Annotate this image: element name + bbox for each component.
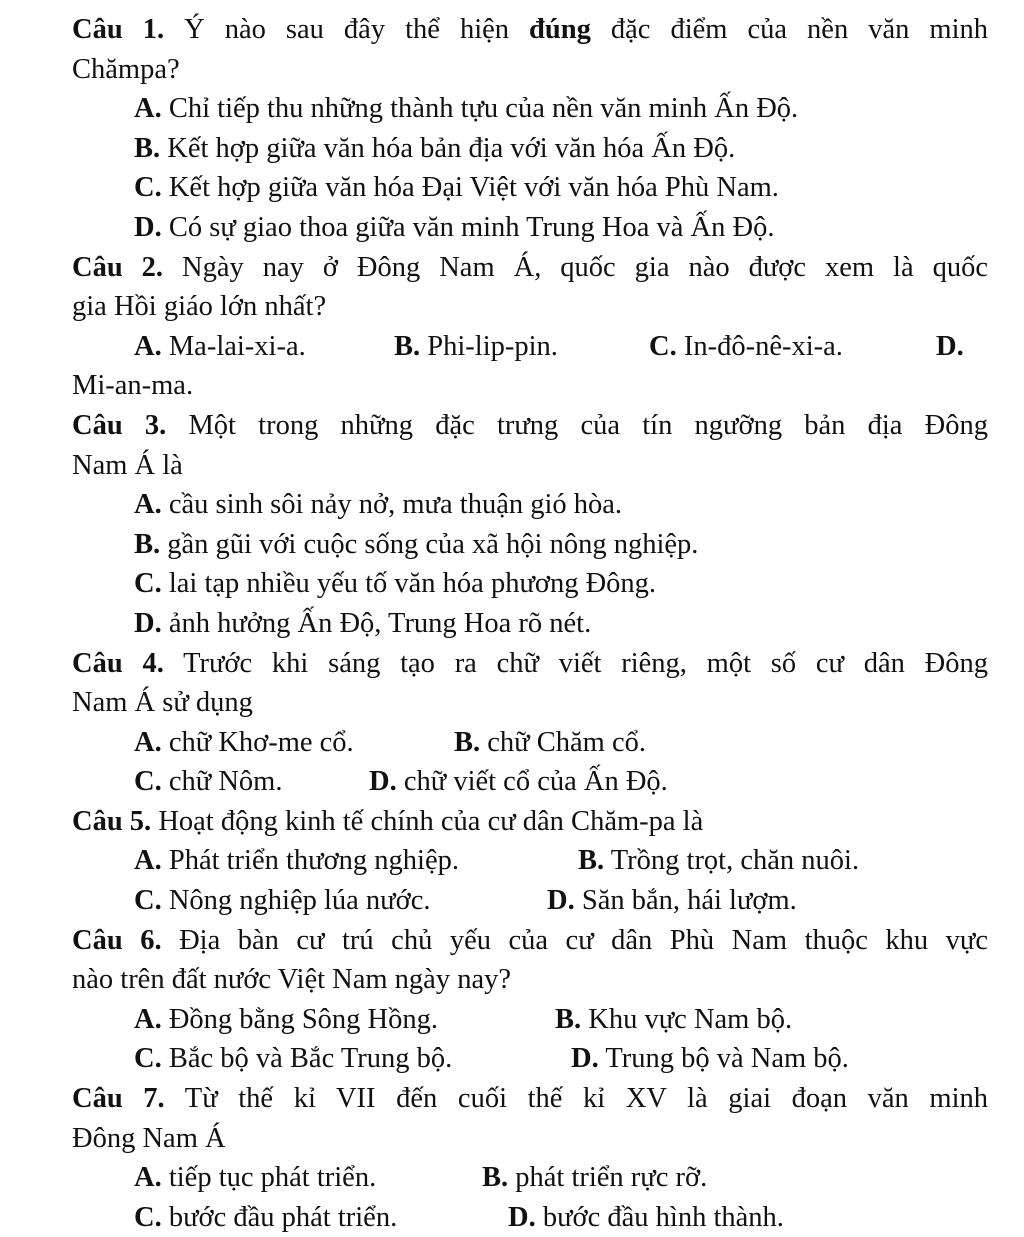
question-label: Câu 1. [72,14,165,45]
question-2-options-row [72,327,988,367]
question-6-option-c: C. Bắc bộ và Bắc Trung bộ. [134,1043,453,1075]
question-6-options-row-1 [72,1000,988,1040]
question-3-option-d: D. ảnh hưởng Ấn Độ, Trung Hoa rõ nét. [134,607,592,639]
question-7-option-c: C. bước đầu phát triển. [134,1201,398,1233]
question-7-stem-cont: Đông Nam Á [72,1122,226,1154]
question-2-option-b: B. Phi-lip-pin. [394,330,558,362]
question-3-option-c: C. lai tạp nhiều yếu tố văn hóa phương Đông. [134,568,657,600]
question-2-stem: Câu 2. Ngày nay ở Đông Nam Á, quốc gia nào được xem là quốc [72,251,988,283]
question-5-option-d: D. Săn bắn, hái lượm. [547,885,797,917]
question-2-option-a: A. Ma-lai-xi-a. [134,330,306,362]
question-label: Câu 7. [72,1083,165,1115]
question-4-option-d: D. chữ viết cổ của Ấn Độ. [369,766,668,798]
question-2-option-d-letter: D. [936,330,964,362]
question-2-option-c: C. In-đô-nê-xi-a. [649,330,843,362]
question-7-option-d: D. bước đầu hình thành. [508,1201,784,1233]
question-3-stem: Câu 3. Một trong những đặc trưng của tín ngưỡng bản địa Đông [72,409,988,441]
question-6-options-row-2 [72,1039,988,1079]
question-4-stem-cont: Nam Á sử dụng [72,687,253,719]
question-6-option-d: D. Trung bộ và Nam bộ. [571,1043,849,1075]
question-3-option-a: A. cầu sinh sôi nảy nở, mưa thuận gió hòa. [134,489,623,521]
question-6-option-b: B. Khu vực Nam bộ. [555,1003,793,1035]
question-5-options-row-1 [72,841,988,881]
emphasis: đúng [529,14,591,45]
question-label: Câu 5. [72,805,152,837]
question-4-options-row-1 [72,723,988,763]
question-7-options-row-2 [72,1198,988,1237]
question-5-option-c: C. Nông nghiệp lúa nước. [134,885,431,917]
question-4-option-c: C. chữ Nôm. [134,766,283,798]
question-5-stem: Câu 5. Hoạt động kinh tế chính của cư dân Chăm-pa là [72,805,704,837]
question-4-option-a: A. chữ Khơ-me cổ. [134,726,354,758]
question-4-options-row-2 [72,762,988,802]
question-1-option-d: D. Có sự giao thoa giữa văn minh Trung Hoa và Ấn Độ. [134,211,775,243]
question-3-option-b: B. gần gũi với cuộc sống của xã hội nông nghiệp. [134,528,699,560]
question-6-option-a: A. Đồng bằng Sông Hồng. [134,1003,439,1035]
question-7-options-row-1 [72,1158,988,1198]
question-1-option-c: C. Kết hợp giữa văn hóa Đại Việt với văn hóa Phù Nam. [134,172,779,204]
question-5-option-b: B. Trồng trọt, chăn nuôi. [578,845,860,877]
question-7-stem: Câu 7. Từ thế kỉ VII đến cuối thế kỉ XV là giai đoạn văn minh [72,1083,988,1115]
question-1-stem-cont: Chămpa? [72,53,180,85]
question-1-option-a: A. Chỉ tiếp thu những thành tựu của nền văn minh Ấn Độ. [134,93,799,125]
question-6-stem-cont: nào trên đất nước Việt Nam ngày nay? [72,964,512,996]
question-3-stem-cont: Nam Á là [72,449,183,481]
question-5-option-a: A. Phát triển thương nghiệp. [134,845,459,877]
question-label: Câu 4. [72,647,164,679]
question-5-options-row-2 [72,881,988,921]
question-label: Câu 3. [72,409,167,441]
question-4-stem: Câu 4. Trước khi sáng tạo ra chữ viết riêng, một số cư dân Đông [72,647,988,679]
question-1-stem: Câu 1. Ý nào sau đây thể hiện đúng đặc điểm của nền văn minh [72,14,988,45]
question-7-option-a: A. tiếp tục phát triển. [134,1162,377,1194]
question-label: Câu 2. [72,251,164,283]
question-2-stem-cont: gia Hồi giáo lớn nhất? [72,291,327,323]
question-4-option-b: B. chữ Chăm cổ. [454,726,646,758]
question-7-option-b: B. phát triển rực rỡ. [482,1162,708,1194]
question-2-option-d-text: Mi-an-ma. [72,370,194,402]
question-6-stem: Câu 6. Địa bàn cư trú chủ yếu của cư dân Phù Nam thuộc khu vực [72,924,988,956]
question-label: Câu 6. [72,924,162,956]
question-1-option-b: B. Kết hợp giữa văn hóa bản địa với văn hóa Ấn Độ. [134,132,736,164]
